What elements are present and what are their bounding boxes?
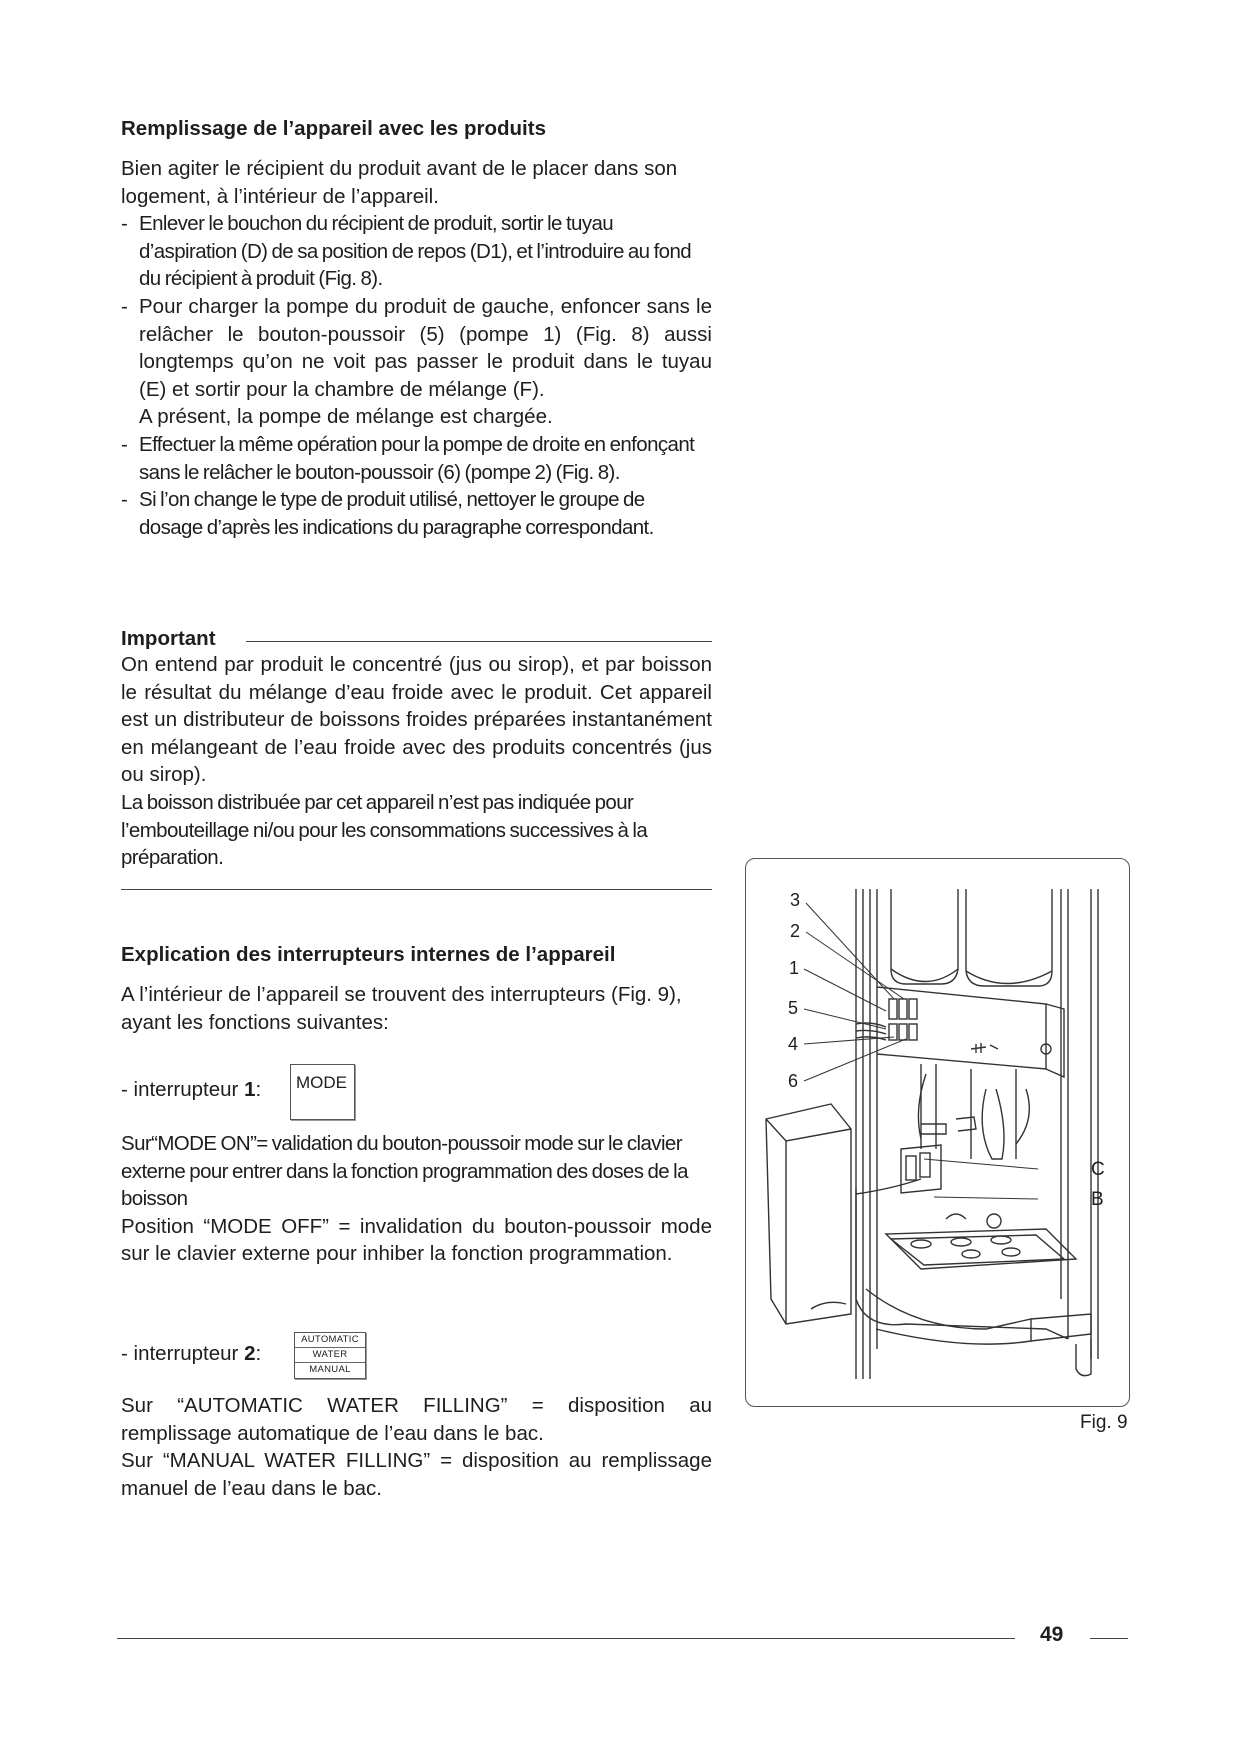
footer-rule-right <box>1090 1638 1128 1639</box>
callout-2: 2 <box>790 921 801 941</box>
switch1-text2: Position “MODE OFF” = invalidation du bouton-poussoir mode sur le clavier externe pour inhiber la fonction programmation. <box>121 1214 712 1266</box>
callout-b: B <box>1091 1189 1104 1210</box>
mode-switch-text: MODE <box>296 1073 347 1092</box>
section-switches-heading: Explication des interrupteurs internes de l’appareil <box>121 943 616 966</box>
section-switches-intro: A l’intérieur de l’appareil se trouvent des interrupteurs (Fig. 9), ayant les fonctions suivantes: <box>121 983 682 1034</box>
list-item: - Enlever le bouchon du récipient de produit, sortir le tuyau d’aspiration (D) de sa position de repos (D1), et l’introduire au fond du récipient à produit (Fig. 8). <box>121 212 692 291</box>
important-box <box>121 627 712 872</box>
important-para1: On entend par produit le concentré (jus ou sirop), et par boisson le résultat du mélange d’eau froide avec le produit. Cet appareil est un distributeur de boissons froides préparées instantanément en mélangeant de l’eau froide avec des produits concentrés (jus ou sirop). <box>121 653 712 787</box>
important-heading: Important <box>121 627 216 650</box>
list-item-note: A présent, la pompe de mélange est chargée. <box>139 405 553 429</box>
water-switch-manual: MANUAL <box>309 1364 351 1375</box>
list-item: - Pour charger la pompe du produit de gauche, enfoncer sans le relâcher le bouton-poussoir (5) (pompe 1) (Fig. 8) aussi longtemps qu’on ne voit pas passer le produit dans le tuyau (E) et sortir pour la chambre de mélange (F). <box>121 294 712 401</box>
switch2-text2: Sur “MANUAL WATER FILLING” = disposition au remplissage manuel de l’eau dans le bac. <box>121 1449 712 1500</box>
callout-4: 4 <box>788 1034 799 1054</box>
bullet-list <box>121 210 712 541</box>
water-switch-water: WATER <box>295 1348 365 1363</box>
water-switch-label-box <box>294 1332 366 1379</box>
important-bottom-rule <box>121 889 712 890</box>
page-number: 49 <box>1040 1623 1064 1646</box>
callout-c: C <box>1091 1159 1105 1180</box>
important-para2: La boisson distribuée par cet appareil n’est pas indiquée pour l’embouteillage ni/ou pour les consommations successives à la préparation. <box>121 790 648 870</box>
machine-drawing <box>746 859 1129 1406</box>
section-filling-intro: Bien agiter le récipient du produit avant de le placer dans son logement, à l’intérieur de l’appareil. <box>121 157 678 208</box>
switch1-description <box>121 1130 712 1268</box>
important-heading-rule <box>246 641 712 642</box>
list-item: - Effectuer la même opération pour la pompe de droite en enfonçant sans le relâcher le bouton-poussoir (6) (pompe 2) (Fig. 8). <box>121 432 695 484</box>
switch1-text1: Sur“MODE ON”= validation du bouton-poussoir mode sur le clavier externe pour entrer dans la fonction programmation des doses de la boisson <box>121 1132 688 1211</box>
figure-caption: Fig. 9 <box>1080 1412 1128 1433</box>
water-switch-automatic: AUTOMATIC <box>295 1333 365 1348</box>
list-item: - Si l’on change le type de produit utilisé, nettoyer le groupe de dosage d’après les indications du paragraphe correspondant. <box>121 488 654 539</box>
switch2-label: - interrupteur 2: <box>121 1342 262 1365</box>
switch1-label: - interrupteur 1: <box>121 1078 262 1101</box>
callout-1: 1 <box>789 958 800 978</box>
figure-9-illustration <box>745 858 1130 1407</box>
switch2-description <box>121 1392 712 1502</box>
mode-switch-label-box <box>290 1064 355 1120</box>
section-switches <box>121 943 712 1036</box>
section-filling <box>121 117 712 541</box>
section-filling-heading: Remplissage de l’appareil avec les produits <box>121 117 546 140</box>
switch2-text1: Sur “AUTOMATIC WATER FILLING” = disposition au remplissage automatique de l’eau dans le bac. <box>121 1394 712 1445</box>
callout-6: 6 <box>788 1071 799 1091</box>
footer-rule-left <box>117 1638 1015 1639</box>
callout-5: 5 <box>788 998 799 1018</box>
callout-3: 3 <box>790 890 801 910</box>
